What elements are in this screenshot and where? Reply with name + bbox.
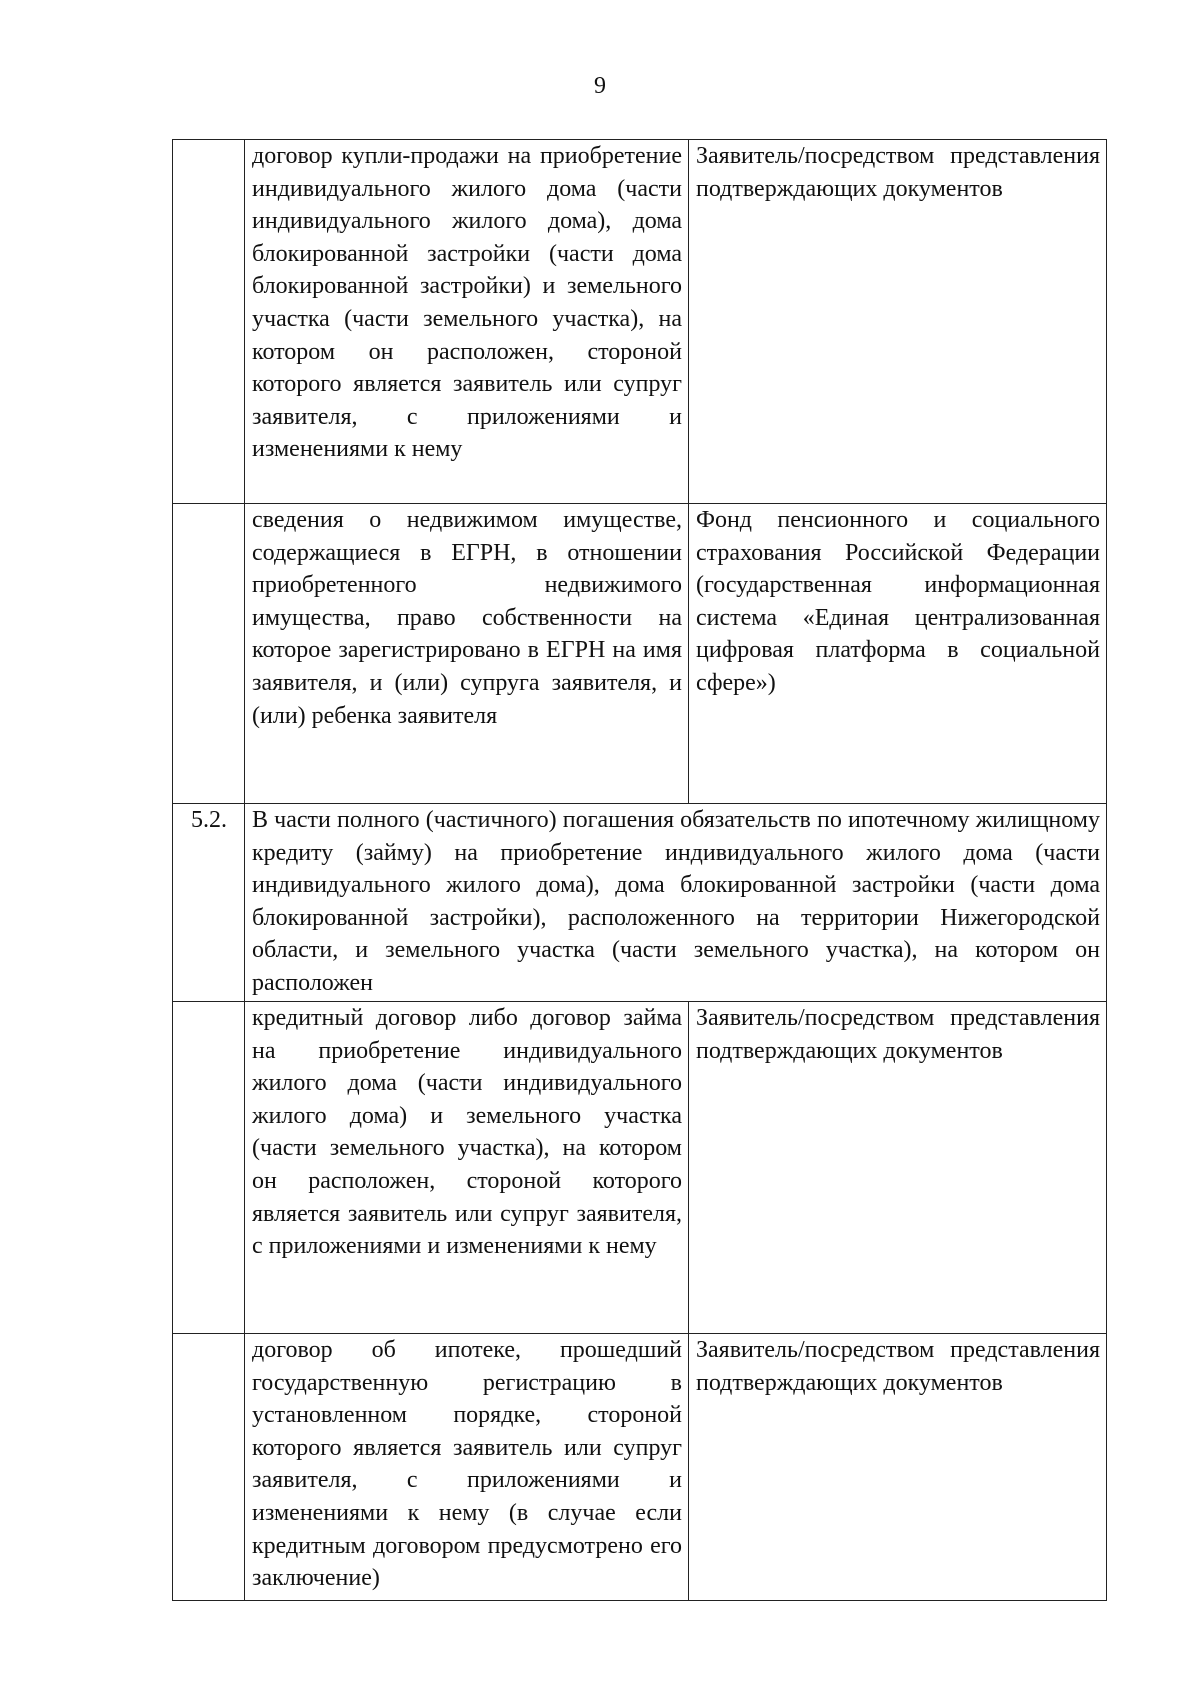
document-cell: договор купли-продажи на приобретение индивидуального жилого дома (части индивидуального жилого дома), дома блокированной застройки (части дома блокированной застройки) и земельного участка (части земельного участка), на котором он расположен, стороной которого является заявитель или супруг заявителя, с приложениями и изменениями к нему [245,140,689,504]
row-number-cell [173,1002,245,1334]
page-number: 9 [594,73,606,99]
section-row [173,804,1107,1002]
document-cell: договор об ипотеке, прошедший государственную регистрацию в установленном порядке, стороной которого является заявитель или супруг заявителя, с приложениями и изменениями к нему (в случае если кредитным договором предусмотрено его заключение) [245,1334,689,1601]
source-cell: Заявитель/посредством представления подтверждающих документов [689,140,1107,504]
source-cell: Фонд пенсионного и социального страхования Российской Федерации (государственная информационная система «Единая централизованная цифровая платформа в социальной сфере») [689,504,1107,804]
source-cell: Заявитель/посредством представления подтверждающих документов [689,1334,1107,1601]
table-row [173,1334,1107,1601]
row-number-cell [173,1334,245,1601]
section-title-cell: В части полного (частичного) погашения обязательств по ипотечному жилищному кредиту (займу) на приобретение индивидуального жилого дома (части индивидуального жилого дома), дома блокированной застройки (части дома блокированной застройки), расположенного на территории Нижегородской области, и земельного участка (части земельного участка), на котором он расположен [245,804,1107,1002]
row-number-cell [173,140,245,504]
row-number-cell [173,504,245,804]
document-cell: кредитный договор либо договор займа на приобретение индивидуального жилого дома (части индивидуального жилого дома) и земельного участка (части земельного участка), на котором он расположен, стороной которого является заявитель или супруг заявителя, с приложениями и изменениями к нему [245,1002,689,1334]
table-row [173,140,1107,504]
documents-table [172,139,1107,1601]
table-row [173,1002,1107,1334]
source-cell: Заявитель/посредством представления подтверждающих документов [689,1002,1107,1334]
table-row [173,504,1107,804]
document-cell: сведения о недвижимом имуществе, содержащиеся в ЕГРН, в отношении приобретенного недвижимого имущества, право собственности на которое зарегистрировано в ЕГРН на имя заявителя, и (или) супруга заявителя, и (или) ребенка заявителя [245,504,689,804]
section-number-cell: 5.2. [173,804,245,1002]
